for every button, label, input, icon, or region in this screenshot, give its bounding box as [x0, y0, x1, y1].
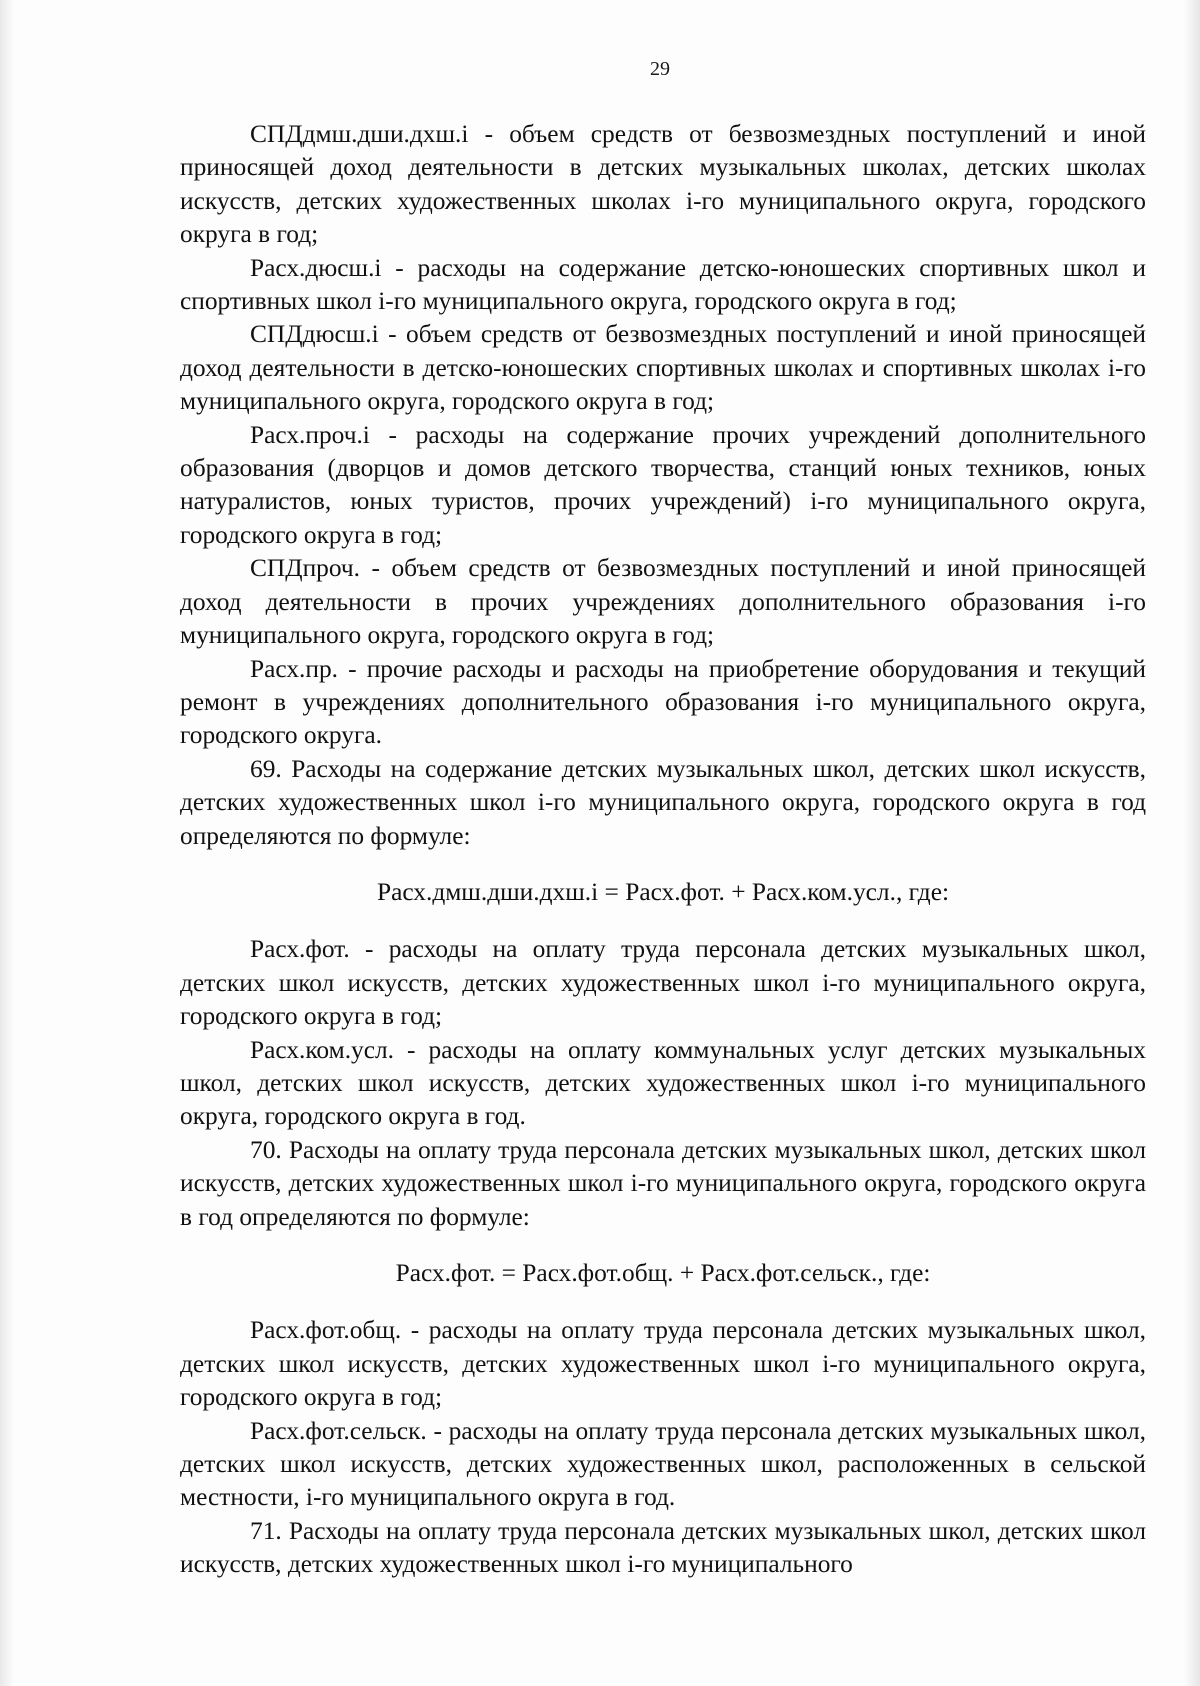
formula-rash-fot: Расх.фот. = Расх.фот.общ. + Расх.фот.сельск., где: [395, 1259, 931, 1287]
document-body [180, 118, 1146, 1582]
formula-rash-dmsh: Расх.дмш.дши.дхш.i = Расх.фот. + Расх.ком.усл., где: [376, 877, 950, 906]
paragraph-spd-dmsh: СПДдмш.дши.дхш.i - объем средств от безвозмездных поступлений и иной приносящей доход деятельности в детских музыкальных школах, детских школах искусств, детских художественных школах i-го муниципального округа, городского округа в год; [180, 120, 1146, 249]
paragraph-item-71: 71. Расходы на оплату труда персонала детских музыкальных школ, детских школ искусств, детских художественных школ i-го муниципального [180, 1516, 1146, 1579]
paragraph-rash-dyush: Расх.дюсш.i - расходы на содержание детско-юношеских спортивных школ и спортивных школ i-го муниципального округа, городского округа в год; [180, 253, 1146, 316]
paragraph-rash-proch: Расх.проч.i - расходы на содержание прочих учреждений дополнительного образования (дворцов и домов детского творчества, станций юных техников, юных натуралистов, юных туристов, прочих учреждений) i-го муниципального округа, городского округа в год; [180, 420, 1146, 549]
paragraph-rash-kom-usl: Расх.ком.усл. - расходы на оплату коммунальных услуг детских музыкальных школ, детских школ искусств, детских художественных школ i-го муниципального округа, городского округа в год. [180, 1035, 1146, 1131]
paragraph-rash-fot: Расх.фот. - расходы на оплату труда персонала детских музыкальных школ, детских школ искусств, детских художественных школ i-го муниципального округа, городского округа в год; [180, 935, 1146, 1031]
paragraph-spd-proch: СПДпроч. - объем средств от безвозмездных поступлений и иной приносящей доход деятельности в прочих учреждениях дополнительного образования i-го муниципального округа, городского округа в год; [180, 554, 1146, 650]
paragraph-rash-fot-selsk: Расх.фот.сельск. - расходы на оплату труда персонала детских музыкальных школ, детских школ искусств, детских художественных школ, расположенных в сельской местности, i-го муниципального округа в год. [180, 1416, 1146, 1512]
scan-edge-right [1184, 0, 1200, 1686]
paragraph-rash-pr: Расх.пр. - прочие расходы и расходы на приобретение оборудования и текущий ремонт в учреждениях дополнительного образования i-го муниципального округа, городского округа. [180, 654, 1146, 750]
paragraph-rash-fot-obsh: Расх.фот.общ. - расходы на оплату труда персонала детских музыкальных школ, детских школ искусств, детских художественных школ i-го муниципального округа, городского округа в год; [180, 1316, 1146, 1412]
paragraph-item-69: 69. Расходы на содержание детских музыкальных школ, детских школ искусств, детских художественных школ i-го муниципального округа, городского округа в год определяются по формуле: [180, 754, 1146, 850]
scan-edge-left [0, 0, 14, 1686]
paragraph-item-70: 70. Расходы на оплату труда персонала детских музыкальных школ, детских школ искусств, детских художественных школ i-го муниципального округа, городского округа в год определяются по формуле: [180, 1135, 1146, 1231]
page-number: 29 [650, 58, 670, 80]
paragraph-spd-dyush: СПДдюсш.i - объем средств от безвозмездных поступлений и иной приносящей доход деятельности в детско-юношеских спортивных школах и спортивных школах i-го муниципального округа, городского округа в год; [180, 320, 1146, 416]
